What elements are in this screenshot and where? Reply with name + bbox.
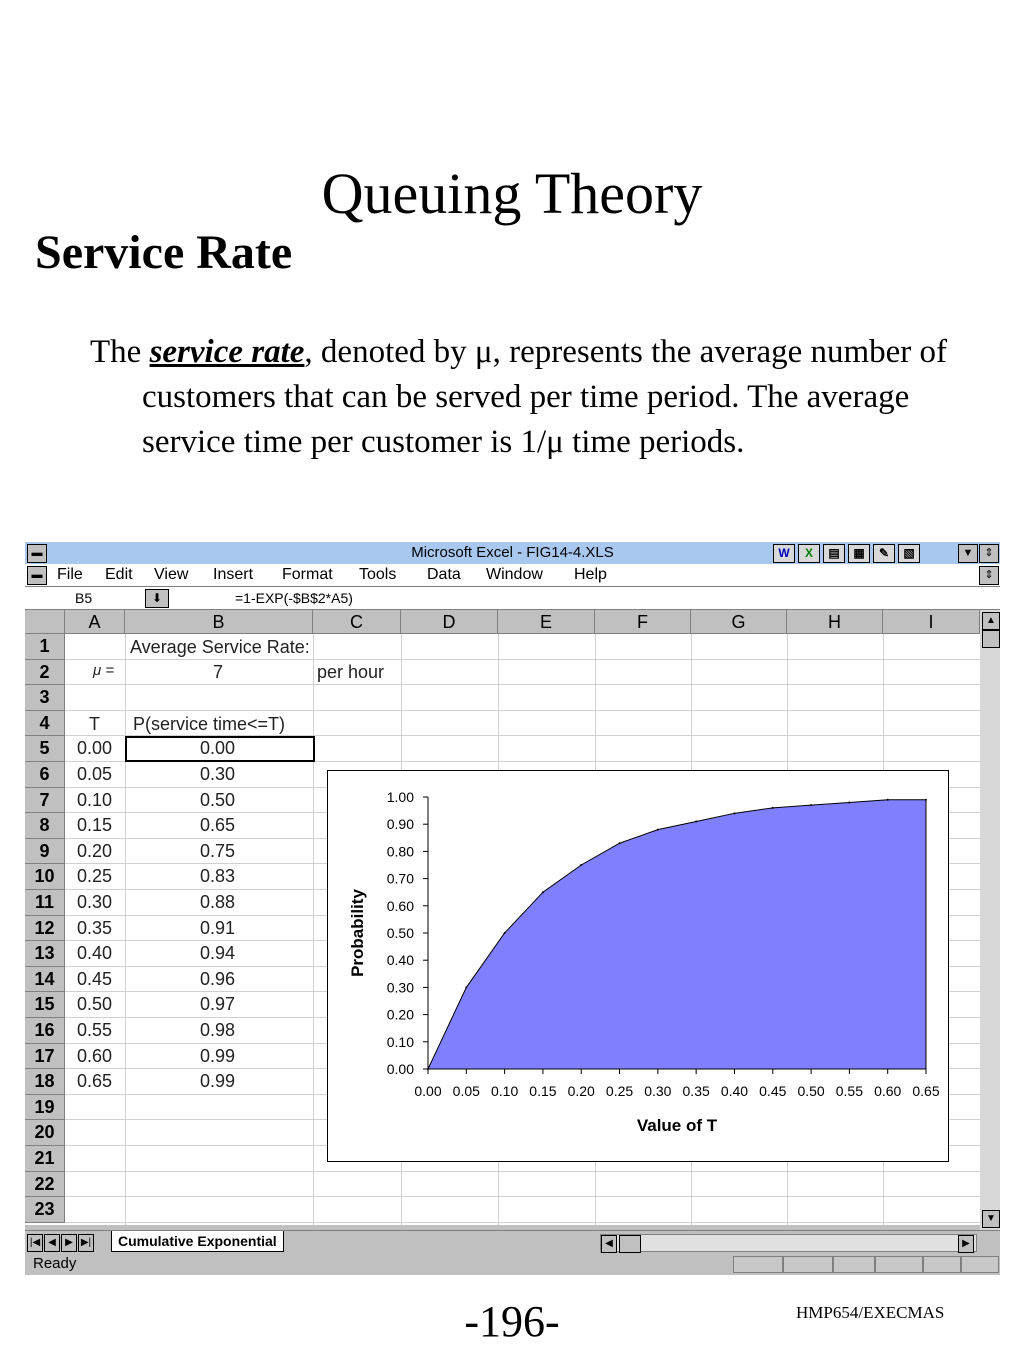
row-header-22[interactable]: 22 bbox=[25, 1172, 65, 1198]
row-header-6[interactable]: 6 bbox=[25, 762, 65, 788]
scroll-up-icon[interactable]: ▲ bbox=[982, 612, 1000, 630]
x-tick-label: 0.15 bbox=[529, 1083, 557, 1099]
status-indicator-4 bbox=[875, 1256, 923, 1273]
data-point bbox=[925, 799, 927, 801]
cell-t-value[interactable]: 0.15 bbox=[77, 815, 113, 836]
x-tick-label: 0.30 bbox=[644, 1083, 672, 1099]
y-axis-title: Probability bbox=[348, 889, 367, 977]
toolbar-icon-3[interactable]: ▤ bbox=[823, 544, 845, 563]
column-header-i[interactable]: I bbox=[883, 610, 980, 634]
grid-line bbox=[65, 659, 980, 660]
probability-chart bbox=[328, 771, 948, 1161]
cell-t-value[interactable]: 0.35 bbox=[77, 917, 113, 938]
cell-t-value[interactable]: 0.40 bbox=[77, 943, 113, 964]
row-header-14[interactable]: 14 bbox=[25, 967, 65, 993]
menu-tools[interactable]: Tools bbox=[359, 566, 397, 583]
cell-t-value[interactable]: 0.00 bbox=[77, 738, 113, 759]
title-bar bbox=[25, 542, 1000, 564]
menu-view[interactable]: View bbox=[154, 566, 189, 583]
last-sheet-icon[interactable]: ▶| bbox=[78, 1234, 94, 1252]
status-indicator-1 bbox=[733, 1256, 783, 1273]
data-point bbox=[772, 807, 774, 809]
column-header-h[interactable]: H bbox=[787, 610, 883, 634]
cell-t-value[interactable]: 0.65 bbox=[77, 1071, 113, 1092]
menu-file[interactable]: File bbox=[57, 566, 83, 583]
cell-probability-value[interactable]: 0.88 bbox=[200, 892, 236, 912]
y-tick-label: 0.70 bbox=[386, 870, 414, 887]
y-tick-label: 0.90 bbox=[386, 816, 414, 833]
wordart-icon[interactable]: W bbox=[773, 544, 795, 563]
row-header-10[interactable]: 10 bbox=[25, 864, 65, 890]
name-box-dropdown-icon[interactable]: ⬇ bbox=[145, 589, 169, 608]
data-point bbox=[848, 801, 850, 803]
prev-sheet-icon[interactable]: ◀ bbox=[44, 1234, 60, 1252]
y-tick-label: 0.40 bbox=[386, 952, 414, 969]
cell-probability-value[interactable]: 0.83 bbox=[200, 866, 236, 887]
data-point bbox=[542, 891, 544, 893]
excel-icon[interactable]: X bbox=[798, 544, 820, 563]
hscroll-thumb[interactable] bbox=[619, 1235, 641, 1253]
status-indicator-6 bbox=[961, 1256, 999, 1273]
menu-format[interactable]: Format bbox=[282, 566, 333, 583]
selected-cell-b5 bbox=[125, 736, 315, 762]
row-header-2[interactable]: 2 bbox=[25, 660, 65, 686]
x-tick-label: 0.55 bbox=[835, 1083, 864, 1099]
row-header-9[interactable]: 9 bbox=[25, 839, 65, 865]
cell-probability-value[interactable]: 0.30 bbox=[200, 764, 236, 784]
cell-t-value[interactable]: 0.05 bbox=[77, 764, 113, 784]
column-header-d[interactable]: D bbox=[401, 610, 498, 634]
service-rate-term: service rate bbox=[149, 334, 305, 370]
y-tick-label: 1.00 bbox=[386, 789, 414, 805]
x-tick-label: 0.00 bbox=[414, 1083, 442, 1099]
row-header-8[interactable]: 8 bbox=[25, 813, 65, 839]
menu-insert[interactable]: Insert bbox=[213, 566, 254, 583]
section-title: Service Rate bbox=[35, 226, 293, 279]
para-pre: The bbox=[90, 334, 150, 370]
status-bar bbox=[25, 1253, 1000, 1275]
column-header-e[interactable]: E bbox=[498, 610, 595, 634]
column-header-c[interactable]: C bbox=[313, 610, 401, 634]
sheet-tab-cumulative-exponential[interactable]: Cumulative Exponential bbox=[111, 1231, 284, 1252]
data-point bbox=[733, 812, 735, 814]
status-indicator-2 bbox=[783, 1256, 833, 1273]
cell-probability-value[interactable]: 0.00 bbox=[200, 738, 236, 759]
column-header-a[interactable]: A bbox=[65, 610, 125, 634]
footer-code: HMP654/EXECMAS bbox=[796, 1303, 945, 1322]
data-point bbox=[657, 829, 659, 831]
data-point bbox=[887, 799, 889, 801]
toolbar-icon-6[interactable]: ▧ bbox=[898, 544, 920, 563]
row-header-15[interactable]: 15 bbox=[25, 992, 65, 1018]
cell-probability-value[interactable]: 0.50 bbox=[200, 789, 236, 810]
y-tick-label: 0.00 bbox=[386, 1061, 414, 1077]
cell-c2[interactable]: per hour bbox=[317, 662, 385, 682]
cell-t-value[interactable]: 0.50 bbox=[77, 994, 113, 1015]
excel-window bbox=[25, 542, 1000, 1275]
grid-line bbox=[65, 1222, 980, 1223]
page-number: -196- bbox=[464, 1297, 560, 1346]
x-tick-label: 0.40 bbox=[720, 1083, 749, 1099]
grid-line bbox=[65, 684, 980, 685]
description-paragraph bbox=[90, 330, 982, 465]
vertical-scrollbar[interactable] bbox=[980, 610, 1000, 1230]
x-tick-label: 0.60 bbox=[874, 1083, 902, 1099]
grid-line bbox=[125, 634, 126, 1225]
row-header-18[interactable]: 18 bbox=[25, 1069, 65, 1095]
column-header-f[interactable]: F bbox=[595, 610, 691, 634]
cell-b4[interactable]: P(service time<=T) bbox=[133, 714, 286, 734]
cell-probability-value[interactable]: 0.98 bbox=[200, 1020, 236, 1040]
next-sheet-icon[interactable]: ▶ bbox=[61, 1234, 77, 1252]
menu-window[interactable]: Window bbox=[486, 566, 543, 583]
x-tick-label: 0.35 bbox=[682, 1083, 710, 1099]
menu-edit[interactable]: Edit bbox=[105, 566, 133, 583]
scroll-right-icon[interactable]: ▶ bbox=[958, 1235, 974, 1253]
data-point bbox=[465, 986, 467, 988]
probability-area-series bbox=[428, 800, 926, 1069]
column-header-b[interactable]: B bbox=[125, 610, 313, 634]
row-header-5[interactable]: 5 bbox=[25, 736, 65, 762]
worksheet-grid[interactable] bbox=[25, 610, 980, 1225]
cell-probability-value[interactable]: 0.96 bbox=[200, 968, 236, 989]
cell-probability-value[interactable]: 0.65 bbox=[200, 815, 236, 836]
control-menu-button[interactable]: ▬ bbox=[27, 544, 47, 563]
formula-input[interactable]: =1-EXP(-$B$2*A5) bbox=[235, 590, 353, 606]
grid-line bbox=[65, 1171, 980, 1172]
scroll-down-icon[interactable]: ▼ bbox=[982, 1210, 1000, 1228]
y-tick-label: 0.30 bbox=[386, 979, 414, 996]
minimize-button[interactable]: ▼ bbox=[958, 544, 978, 563]
status-indicator-3 bbox=[833, 1256, 875, 1273]
cell-t-value[interactable]: 0.45 bbox=[77, 968, 113, 989]
row-header-12[interactable]: 12 bbox=[25, 916, 65, 942]
menu-data[interactable]: Data bbox=[427, 566, 461, 583]
status-text: Ready bbox=[33, 1255, 77, 1272]
cell-probability-value[interactable]: 0.94 bbox=[200, 943, 236, 964]
toolbar-icon-4[interactable]: ▦ bbox=[848, 544, 870, 563]
scroll-thumb[interactable] bbox=[982, 630, 1000, 648]
para-post: , denoted by μ, represents the average number of customers that can be served per time period. The average service time per customer is 1/μ time periods. bbox=[142, 334, 948, 460]
select-all-button[interactable] bbox=[25, 610, 65, 634]
row-header-1[interactable]: 1 bbox=[25, 634, 65, 660]
data-point bbox=[504, 932, 506, 934]
cell-t-value[interactable]: 0.10 bbox=[77, 789, 113, 810]
row-header-16[interactable]: 16 bbox=[25, 1018, 65, 1044]
row-header-11[interactable]: 11 bbox=[25, 890, 65, 916]
x-tick-label: 0.05 bbox=[452, 1083, 480, 1099]
document-restore-button[interactable]: ⇕ bbox=[979, 566, 999, 585]
row-header-20[interactable]: 20 bbox=[25, 1120, 65, 1146]
y-tick-label: 0.20 bbox=[386, 1006, 414, 1023]
cell-probability-value[interactable]: 0.99 bbox=[200, 1071, 236, 1092]
row-header-17[interactable]: 17 bbox=[25, 1044, 65, 1070]
cell-t-value[interactable]: 0.30 bbox=[77, 892, 113, 912]
chart-object[interactable] bbox=[327, 770, 949, 1162]
cell-t-value[interactable]: 0.20 bbox=[77, 840, 113, 861]
grid-line bbox=[65, 710, 980, 711]
data-point bbox=[580, 864, 582, 866]
grid-line bbox=[65, 1196, 980, 1197]
y-tick-label: 0.60 bbox=[386, 897, 414, 914]
row-header-21[interactable]: 21 bbox=[25, 1146, 65, 1172]
cell-t-value[interactable]: 0.60 bbox=[77, 1045, 113, 1066]
row-header-4[interactable]: 4 bbox=[25, 711, 65, 737]
first-sheet-icon[interactable]: |◀ bbox=[27, 1234, 43, 1252]
cell-t-value[interactable]: 0.55 bbox=[77, 1020, 113, 1040]
row-header-23[interactable]: 23 bbox=[25, 1197, 65, 1223]
cell-a2[interactable]: μ = bbox=[93, 662, 115, 679]
restore-button[interactable]: ⇕ bbox=[979, 544, 999, 563]
cell-t-value[interactable]: 0.25 bbox=[77, 866, 113, 887]
y-tick-label: 0.10 bbox=[386, 1033, 414, 1050]
cell-probability-value[interactable]: 0.91 bbox=[200, 917, 236, 938]
status-indicator-5 bbox=[923, 1256, 961, 1273]
document-control-button[interactable]: ▬ bbox=[27, 566, 47, 585]
column-header-g[interactable]: G bbox=[691, 610, 787, 634]
grid-line bbox=[313, 634, 314, 1225]
slide-title: Queuing Theory bbox=[321, 161, 703, 226]
row-header-19[interactable]: 19 bbox=[25, 1095, 65, 1121]
scroll-left-icon[interactable]: ◀ bbox=[601, 1235, 617, 1253]
row-header-13[interactable]: 13 bbox=[25, 941, 65, 967]
cell-probability-value[interactable]: 0.75 bbox=[200, 840, 236, 861]
data-point bbox=[619, 842, 621, 844]
cell-b2[interactable]: 7 bbox=[213, 662, 224, 682]
cell-probability-value[interactable]: 0.99 bbox=[200, 1045, 236, 1066]
toolbar-icon-5[interactable]: ✎ bbox=[873, 544, 895, 563]
x-tick-label: 0.25 bbox=[605, 1083, 634, 1099]
data-point bbox=[810, 804, 812, 806]
y-tick-label: 0.50 bbox=[386, 925, 414, 941]
x-tick-label: 0.65 bbox=[912, 1083, 940, 1099]
x-tick-label: 0.45 bbox=[759, 1083, 787, 1099]
name-box[interactable]: B5 bbox=[75, 590, 93, 606]
cell-b1[interactable]: Average Service Rate: bbox=[130, 637, 310, 657]
sheet-tab-bar bbox=[25, 1230, 1000, 1253]
menu-help[interactable]: Help bbox=[574, 566, 607, 583]
formula-bar bbox=[25, 587, 1000, 610]
y-tick-label: 0.80 bbox=[386, 843, 414, 860]
row-header-7[interactable]: 7 bbox=[25, 788, 65, 814]
x-tick-label: 0.10 bbox=[490, 1083, 519, 1099]
horizontal-scrollbar[interactable] bbox=[600, 1234, 977, 1252]
cell-a4[interactable]: T bbox=[89, 714, 100, 734]
menu-bar bbox=[25, 564, 1000, 587]
data-point bbox=[695, 820, 697, 822]
x-tick-label: 0.20 bbox=[567, 1083, 595, 1099]
window-title: Microsoft Excel - FIG14-4.XLS bbox=[411, 544, 614, 561]
cell-probability-value[interactable]: 0.97 bbox=[200, 994, 236, 1015]
x-tick-label: 0.50 bbox=[797, 1083, 825, 1099]
row-header-3[interactable]: 3 bbox=[25, 685, 65, 711]
x-axis-title: Value of T bbox=[636, 1116, 718, 1135]
